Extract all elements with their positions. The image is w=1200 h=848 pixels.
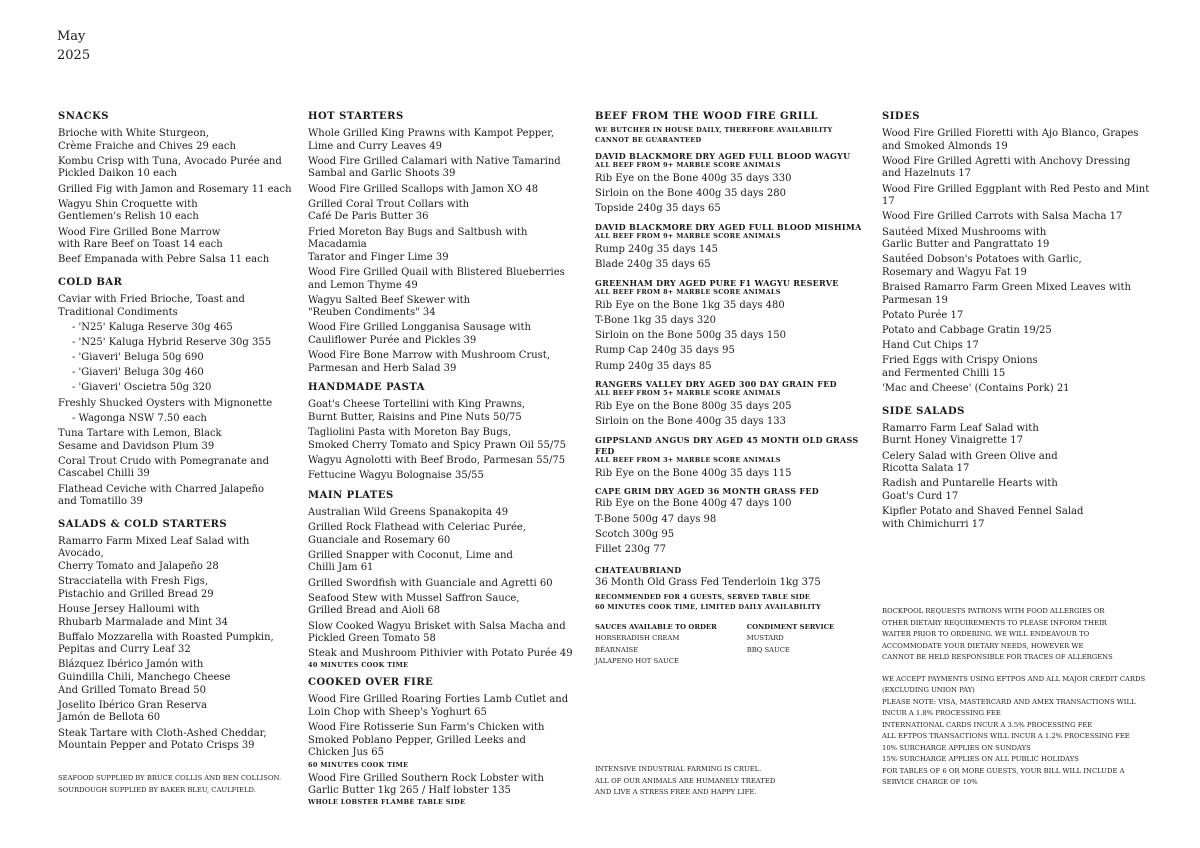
section-heading: BEEF FROM THE WOOD FIRE GRILL	[595, 111, 819, 122]
menu-item: Caviar with Fried Brioche, Toast and Traditional Condiments	[58, 293, 245, 318]
main-plates-list	[308, 507, 578, 661]
menu-item: Beef Empanada with Pebre Salsa 11 each	[58, 254, 270, 266]
menu-item: - Wagonga NSW 7.50 each	[72, 412, 207, 424]
sides-section	[882, 111, 1152, 396]
menu-item: Sirloin on the Bone 500g 35 days 150	[595, 330, 786, 342]
farming-note: INTENSIVE INDUSTRIAL FARMING IS CRUEL. ALL OF OUR ANIMALS ARE HUMANELY TREATED AND LIVE A STRESS FREE AND HAPPY LIFE.	[595, 765, 776, 796]
pasta-section	[308, 382, 578, 482]
menu-item: Blade 240g 35 days 65	[595, 259, 711, 271]
condiment-item: MUSTARD	[746, 634, 784, 643]
menu-item: Steak and Mushroom Pithivier with Potato Purée 49	[308, 648, 573, 660]
menu-item: Wood Fire Rotisserie Sun Farm's Chicken with Smoked Poblano Pepper, Grilled Leeks and Chicken Jus 65	[308, 722, 545, 759]
menu-item: Wood Fire Grilled Calamari with Native Tamarind Sambal and Garlic Shoots 39	[308, 155, 561, 180]
menu-item: Goat's Cheese Tortellini with King Prawns, Burnt Butter, Raisins and Pine Nuts 50/75	[308, 399, 526, 424]
sauce-item: JALAPENO HOT SAUCE	[595, 657, 679, 666]
pasta-list	[308, 399, 578, 482]
beef-group	[595, 151, 870, 216]
beef-groups	[595, 151, 870, 557]
menu-item: Stracciatella with Fresh Figs, Pistachio and Grilled Bread 29	[58, 576, 214, 600]
menu-item: Rib Eye on the Bone 400g 47 days 100	[595, 498, 792, 510]
condiments-title: CONDIMENT SERVICE	[746, 622, 835, 631]
menu-item: - 'Giaveri' Beluga 30g 460	[72, 367, 204, 379]
menu-item: Sirloin on the Bone 400g 35 days 133	[595, 416, 786, 428]
menu-item: Rib Eye on the Bone 1kg 35 days 480	[595, 299, 785, 311]
menu-item: Wood Fire Grilled Carrots with Salsa Macha 17	[882, 211, 1123, 223]
menu-item: Sautéed Mixed Mushrooms with Garlic Butter and Pangrattato 19	[882, 226, 1050, 251]
menu-item: Australian Wild Greens Spanakopita 49	[308, 506, 509, 518]
payment-note: WE ACCEPT PAYMENTS USING EFTPOS AND ALL MAJOR CREDIT CARDS (EXCLUDING UNION PAY) PLEASE NOTE: VISA, MASTERCARD AND AMEX TRANSACTIONS WILL INCUR A 1.8% PROCESSING FEE INTERNATIONAL CARDS INCUR A 3.5% PROCESSING FEE ALL EFTPOS TRANSACTIONS WILL INCUR A 1.2% PROCESSING FEE 10% SURCHARGE APPLIES ON SUNDAYS 15% SURCHARGE APPLIES ON ALL PUBLIC HOLIDAYS FOR TABLES OF 6 OR MORE GUESTS, YOUR BILL WILL INCLUDE A SERVICE CHARGE OF 10%	[882, 674, 1146, 787]
menu-item: Tuna Tartare with Lemon, Black Sesame and Davidson Plum 39	[58, 428, 222, 452]
snacks-list	[58, 128, 293, 267]
menu-item: Radish and Puntarelle Hearts with Goat's Curd 17	[882, 478, 1058, 502]
chateaubriand-notes	[595, 592, 870, 612]
column-1	[58, 111, 293, 760]
condiments-list	[747, 622, 835, 668]
menu-item: Whole Grilled King Prawns with Kampot Pepper, Lime and Curry Leaves 49	[308, 128, 555, 152]
menu-item: Wood Fire Grilled Southern Rock Lobster with Garlic Butter 1kg 265 / Half lobster 135	[308, 772, 544, 797]
menu-item: Tagliolini Pasta with Moreton Bay Bugs, Smoked Cherry Tomato and Spicy Prawn Oil 55/75	[308, 427, 566, 451]
sauce-item: BÉARNAISE	[595, 645, 639, 654]
menu-item: Grilled Snapper with Coconut, Lime and Chilli Jam 61	[308, 549, 513, 574]
menu-item: Topside 240g 35 days 65	[595, 203, 721, 215]
section-heading: SIDE SALADS	[882, 405, 965, 417]
menu-item: Coral Trout Crudo with Pomegranate and Cascabel Chilli 39	[58, 455, 269, 480]
menu-item: Grilled Fig with Jamon and Rosemary 11 each	[58, 183, 292, 195]
hot-starters-section	[308, 111, 578, 375]
beef-group-title: GIPPSLAND ANGUS DRY AGED 45 MONTH OLD GRASS FED	[595, 434, 859, 456]
sauces-title: SAUCES AVAILABLE TO ORDER	[595, 622, 717, 631]
marble-score-note: ALL BEEF FROM 9+ MARBLE SCORE ANIMALS	[595, 161, 781, 169]
menu-item: Rib Eye on the Bone 400g 35 days 330	[595, 173, 792, 184]
menu-item: Ramarro Farm Mixed Leaf Salad with Avocado, Cherry Tomato and Jalapeño 28	[58, 535, 250, 572]
menu-item: Wood Fire Grilled Eggplant with Red Pesto and Mint 17	[882, 183, 1150, 208]
marble-score-note: ALL BEEF FROM 3+ MARBLE SCORE ANIMALS	[595, 455, 781, 464]
menu-item: Rib Eye on the Bone 800g 35 days 205	[595, 401, 792, 413]
hot-starters-list	[308, 128, 578, 375]
menu-item: 36 Month Old Grass Fed Tenderloin 1kg 375	[595, 576, 821, 588]
cook-time-note: 60 MINUTES COOK TIME	[308, 760, 409, 769]
side-salads-list	[882, 423, 1152, 532]
menu-item: Potato and Cabbage Gratin 19/25	[882, 325, 1052, 337]
menu-item: Kipfler Potato and Shaved Fennel Salad with Chimichurri 17	[882, 506, 1084, 530]
menu-item: Wagyu Shin Croquette with Gentlemen's Relish 10 each	[58, 198, 199, 223]
salads-list	[58, 536, 293, 753]
column-4	[882, 111, 1152, 789]
menu-item: - 'Giaveri' Beluga 50g 690	[72, 352, 204, 364]
menu-item: Steak Tartare with Cloth-Ashed Cheddar, Mountain Pepper and Potato Crisps 39	[58, 727, 267, 752]
cooked-over-fire-list	[308, 694, 578, 807]
cook-time-note: 40 MINUTES COOK TIME	[308, 661, 409, 670]
menu-item: Rib Eye on the Bone 400g 35 days 115	[595, 467, 792, 479]
section-heading: COLD BAR	[58, 276, 123, 288]
menu-item: Grilled Swordfish with Guanciale and Agretti 60	[308, 577, 553, 589]
menu-item: Blázquez Ibérico Jamón with Guindilla Chili, Manchego Cheese And Grilled Tomato Bread 50	[58, 659, 231, 696]
beef-group	[595, 222, 870, 272]
snacks-section	[58, 111, 293, 267]
salads-section	[58, 519, 293, 753]
menu-item: - 'N25' Kaluga Reserve 30g 465	[72, 321, 233, 333]
chateaubriand-note: RECOMMENDED FOR 4 GUESTS, SERVED TABLE SIDE	[595, 592, 811, 601]
beef-section	[595, 111, 870, 557]
menu-item: Wood Fire Grilled Scallops with Jamon XO 48	[308, 183, 539, 195]
beef-group	[595, 435, 870, 481]
section-heading: SALADS & COLD STARTERS	[58, 518, 228, 530]
section-heading: COOKED OVER FIRE	[308, 677, 434, 689]
menu-item: Buffalo Mozzarella with Roasted Pumpkin, Pepitas and Curry Leaf 32	[58, 631, 274, 656]
beef-group	[595, 379, 870, 429]
menu-item: Wood Fire Grilled Fioretti with Ajo Blanco, Grapes and Smoked Almonds 19	[882, 128, 1139, 152]
section-heading: HANDMADE PASTA	[308, 382, 426, 394]
cook-time-note: WHOLE LOBSTER FLAMBÉ TABLE SIDE	[308, 798, 466, 807]
sauce-item: HORSERADISH CREAM	[595, 634, 680, 643]
side-salads-section	[882, 406, 1152, 532]
beef-group	[595, 486, 870, 556]
supplier-note: SEAFOOD SUPPLIED BY BRUCE COLLIS AND BEN COLLISON. SOURDOUGH SUPPLIED BY BAKER BLEU, CAULFIELD.	[58, 774, 282, 794]
menu-item: Sautéed Dobson's Potatoes with Garlic, Rosemary and Wagyu Fat 19	[882, 254, 1082, 278]
section-heading: SNACKS	[58, 111, 109, 122]
menu-item: Rump 240g 35 days 85	[595, 360, 712, 372]
menu-item: Braised Ramarro Farm Green Mixed Leaves with Parmesan 19	[882, 282, 1131, 306]
beef-group-title: DAVID BLACKMORE DRY AGED FULL BLOOD MISHIMA	[595, 221, 862, 232]
menu-item: Ramarro Farm Leaf Salad with Burnt Honey Vinaigrette 17	[882, 422, 1039, 447]
menu-item: Celery Salad with Green Olive and Ricotta Salata 17	[882, 450, 1058, 475]
beef-group-title: GREENHAM DRY AGED PURE F1 WAGYU RESERVE	[595, 277, 839, 288]
menu-date: May 2025	[57, 29, 91, 63]
chateaubriand-section	[595, 565, 870, 612]
menu-item: Freshly Shucked Oysters with Mignonette	[58, 397, 273, 409]
menu-item: Seafood Stew with Mussel Saffron Sauce, Grilled Bread and Aioli 68	[308, 592, 520, 617]
section-heading: CHATEAUBRIAND	[595, 564, 682, 575]
marble-score-note: ALL BEEF FROM 9+ MARBLE SCORE ANIMALS	[595, 231, 781, 240]
beef-group-title: DAVID BLACKMORE DRY AGED FULL BLOOD WAGYU	[595, 151, 851, 161]
menu-item: Grilled Rock Flathead with Celeriac Purée, Guanciale and Rosemary 60	[308, 521, 527, 546]
menu-item: - 'Giaveri' Oscietra 50g 320	[72, 382, 212, 394]
cold-bar-list	[58, 294, 293, 509]
marble-score-note: ALL BEEF FROM 8+ MARBLE SCORE ANIMALS	[595, 287, 781, 296]
menu-item: Wood Fire Grilled Bone Marrow with Rare Beef on Toast 14 each	[58, 226, 223, 251]
menu-item: T-Bone 500g 47 days 98	[595, 513, 717, 525]
beef-group-title: CAPE GRIM DRY AGED 36 MONTH GRASS FED	[595, 486, 820, 497]
menu-item: Fried Moreton Bay Bugs and Saltbush with Macadamia Tarator and Finger Lime 39	[308, 226, 528, 263]
menu-item: Grilled Coral Trout Collars with Café De Paris Butter 36	[308, 198, 470, 223]
beef-group	[595, 278, 870, 373]
condiment-item: BBQ SAUCE	[746, 645, 790, 654]
menu-item: Scotch 300g 95	[595, 528, 675, 540]
menu-item: Slow Cooked Wagyu Brisket with Salsa Macha and Pickled Green Tomato 58	[308, 620, 566, 645]
menu-item: House Jersey Halloumi with Rhubarb Marmalade and Mint 34	[58, 603, 228, 628]
section-heading: SIDES	[882, 111, 920, 122]
section-heading: MAIN PLATES	[308, 489, 394, 501]
menu-item: Joselito Ibérico Gran Reserva Jamón de Bellota 60	[58, 699, 207, 724]
main-plates-section	[308, 490, 578, 671]
menu-item: Rump Cap 240g 35 days 95	[595, 345, 735, 357]
menu-item: Wood Fire Bone Marrow with Mushroom Crust, Parmesan and Herb Salad 39	[308, 350, 550, 374]
menu-item: Wagyu Salted Beef Skewer with "Reuben Condiments" 34	[308, 294, 471, 319]
sides-list	[882, 128, 1152, 396]
menu-item: Fillet 230g 77	[595, 544, 667, 556]
menu-item: Flathead Ceviche with Charred Jalapeño and Tomatillo 39	[58, 483, 264, 508]
menu-item: Fried Eggs with Crispy Onions and Fermented Chilli 15	[882, 355, 1038, 380]
menu-item: Rump 240g 35 days 145	[595, 243, 719, 255]
cooked-over-fire-section	[308, 677, 578, 807]
sauces-list	[595, 622, 717, 668]
menu-item: Potato Purée 17	[882, 309, 964, 321]
menu-item: Wood Fire Grilled Agretti with Anchovy Dressing and Hazelnuts 17	[882, 155, 1131, 180]
menu-item: Hand Cut Chips 17	[882, 340, 979, 352]
menu-item: Wood Fire Grilled Quail with Blistered Blueberries and Lemon Thyme 49	[308, 266, 565, 291]
menu-item: Wood Fire Grilled Longganisa Sausage with Cauliflower Purée and Pickles 39	[308, 322, 531, 347]
chateaubriand-note: 60 MINUTES COOK TIME, LIMITED DAILY AVAILABILITY	[595, 602, 822, 611]
allergy-note: ROCKPOOL REQUESTS PATRONS WITH FOOD ALLERGIES OR OTHER DIETARY REQUIREMENTS TO PLEASE INFORM THEIR WAITER PRIOR TO ORDERING. WE WILL ENDEAVOUR TO ACCOMMODATE YOUR DIETARY NEEDS, HOWEVER WE CANNOT BE HELD RESPONSIBLE FOR TRACES OF ALLERGENS	[882, 607, 1113, 662]
menu-item: Sirloin on the Bone 400g 35 days 280	[595, 188, 786, 200]
beef-caption: WE BUTCHER IN HOUSE DAILY, THEREFORE AVAILABILITY CANNOT BE GUARANTEED	[595, 126, 833, 144]
menu-item: Wood Fire Grilled Roaring Forties Lamb Cutlet and Loin Chop with Sheep's Yoghurt 65	[308, 694, 569, 719]
marble-score-note: ALL BEEF FROM 5+ MARBLE SCORE ANIMALS	[595, 389, 781, 398]
menu-item: Fettucine Wagyu Bolognaise 35/55	[308, 470, 484, 482]
cold-bar-section	[58, 277, 293, 509]
menu-item: T-Bone 1kg 35 days 320	[595, 314, 716, 326]
column-2	[308, 111, 578, 814]
sauces-block	[595, 622, 870, 668]
menu-item: Kombu Crisp with Tuna, Avocado Purée and Pickled Daikon 10 each	[58, 155, 282, 180]
column-3	[595, 111, 870, 668]
menu-item: 'Mac and Cheese' (Contains Pork) 21	[882, 383, 1070, 395]
menu-item: Brioche with White Sturgeon, Crème Fraiche and Chives 29 each	[58, 128, 236, 152]
section-heading: HOT STARTERS	[308, 111, 404, 122]
menu-item: - 'N25' Kaluga Hybrid Reserve 30g 355	[72, 336, 272, 348]
beef-group-title: RANGERS VALLEY DRY AGED 300 DAY GRAIN FED	[595, 379, 837, 390]
menu-item: Wagyu Agnolotti with Beef Brodo, Parmesan 55/75	[308, 455, 566, 466]
